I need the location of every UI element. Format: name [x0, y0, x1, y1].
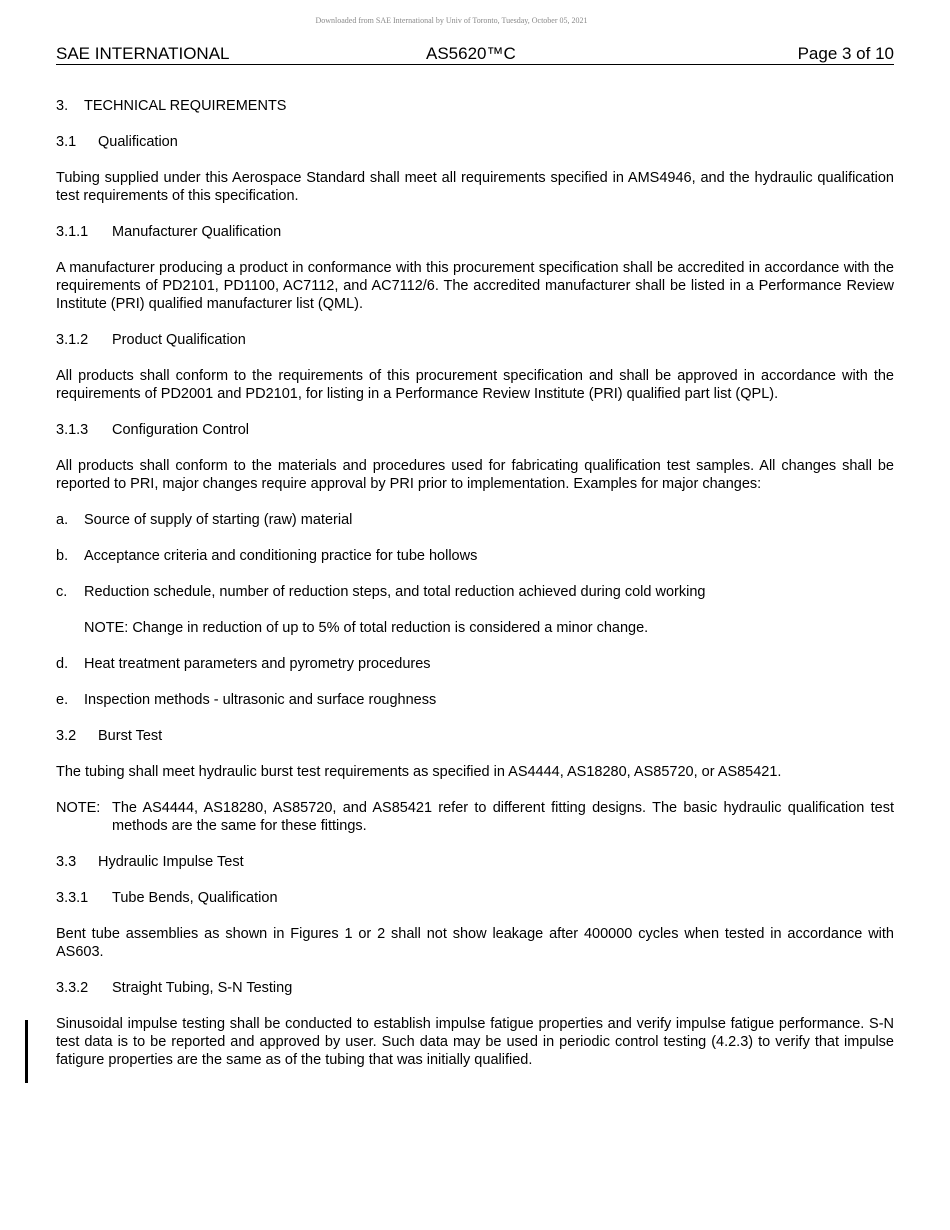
section-number: 3.1.1: [56, 224, 89, 240]
section-heading-3: [56, 97, 894, 115]
paragraph-3-3-2: Sinusoidal impulse testing shall be conducted to establish impulse fatigue properties and verify impulse fatigue performance. S-N test data is to be reported and approved by user. Such data may be used in periodic control testing (4.2.3) to verify that impulse fatigure properties are the same as of the tubing that was initially qualified.: [56, 1016, 894, 1068]
revision-change-bar: [25, 1020, 28, 1083]
section-title: Tube Bends, Qualification: [112, 890, 278, 906]
paragraph-3-3-1: Bent tube assemblies as shown in Figures 1 or 2 shall not show leakage after 400000 cycles when tested in accordance with AS603.: [56, 926, 894, 960]
paragraph-3-2: The tubing shall meet hydraulic burst test requirements as specified in AS4444, AS18280, AS85720, or AS85421.: [56, 764, 782, 780]
section-title: TECHNICAL REQUIREMENTS: [84, 98, 287, 114]
section-title: Configuration Control: [112, 422, 250, 438]
section-number: 3.1.2: [56, 332, 89, 348]
list-item-label: a.: [56, 512, 69, 528]
header-page-number: Page 3 of 10: [797, 44, 894, 63]
section-heading-3-1-1: [56, 223, 894, 241]
list-item-text: Heat treatment parameters and pyrometry procedures: [84, 656, 431, 672]
list-item: [56, 655, 894, 673]
section-title: Straight Tubing, S-N Testing: [112, 980, 293, 996]
list-item-label: e.: [56, 692, 69, 708]
list-item: [56, 691, 894, 709]
list-item-label: d.: [56, 656, 69, 672]
section-heading-3-1-3: [56, 421, 894, 439]
section-number: 3.1.3: [56, 422, 89, 438]
list-item-text: Acceptance criteria and conditioning practice for tube hollows: [84, 548, 478, 564]
header-organization: SAE INTERNATIONAL: [56, 44, 230, 63]
section-number: 3.3.1: [56, 890, 89, 906]
section-number: 3.1: [56, 134, 77, 150]
section-number: 3.: [56, 98, 69, 114]
paragraph-3-1-2: All products shall conform to the requirements of this procurement specification and shall be approved in accordance with the requirements of PD2001 and PD2101, for listing in a Performance Review Institute (PRI) qualified part list (QPL).: [56, 368, 894, 402]
section-heading-3-2: [56, 727, 894, 745]
list-item-label: c.: [56, 584, 68, 600]
list-item: [56, 547, 894, 565]
paragraph-3-1: Tubing supplied under this Aerospace Standard shall meet all requirements specified in AMS4946, and the hydraulic qualification test requirements of this specification.: [56, 170, 894, 204]
section-heading-3-3: [56, 853, 894, 871]
section-title: Burst Test: [98, 728, 163, 744]
list-item: [56, 511, 894, 529]
document-body: [56, 97, 894, 1069]
section-heading-3-3-1: [56, 889, 894, 907]
list-item-label: b.: [56, 548, 69, 564]
section-number: 3.3.2: [56, 980, 89, 996]
section-title: Product Qualification: [112, 332, 246, 348]
note-3-2: [56, 799, 894, 835]
list-item-text: Inspection methods - ultrasonic and surface roughness: [84, 692, 437, 708]
list-item-note: NOTE: Change in reduction of up to 5% of total reduction is considered a minor change.: [84, 620, 649, 636]
paragraph-3-1-1: A manufacturer producing a product in conformance with this procurement specification shall be accredited in accordance with the requirements of PD2101, PD1100, AC7112, and AC7112/6. The accredited manufacturer shall be listed in a Performance Review Institute (PRI) qualified manufacturer list (QML).: [56, 260, 894, 312]
section-title: Qualification: [98, 134, 178, 150]
note-text: The AS4444, AS18280, AS85720, and AS85421 refer to different fitting designs. The basic hydraulic qualification test methods are the same for these fittings.: [112, 800, 894, 834]
section-number: 3.2: [56, 728, 77, 744]
section-heading-3-1: [56, 133, 894, 151]
download-watermark: Downloaded from SAE International by Univ of Toronto, Tuesday, October 05, 2021: [315, 16, 588, 25]
list-item-text: Source of supply of starting (raw) material: [84, 512, 353, 528]
section-number: 3.3: [56, 854, 77, 870]
paragraph-3-1-3: All products shall conform to the materials and procedures used for fabricating qualification test samples. All changes shall be reported to PRI, major changes require approval by PRI prior to implementation. Examples for major changes:: [56, 458, 894, 492]
section-heading-3-3-2: [56, 979, 894, 997]
list-item-text: Reduction schedule, number of reduction steps, and total reduction achieved during cold working: [84, 584, 706, 600]
section-title: Hydraulic Impulse Test: [98, 854, 244, 870]
note-label: NOTE:: [56, 800, 101, 816]
list-item: [56, 583, 894, 601]
page-header: [56, 44, 894, 65]
section-title: Manufacturer Qualification: [112, 224, 282, 240]
header-document-number: AS5620™C: [426, 44, 516, 63]
section-heading-3-1-2: [56, 331, 894, 349]
